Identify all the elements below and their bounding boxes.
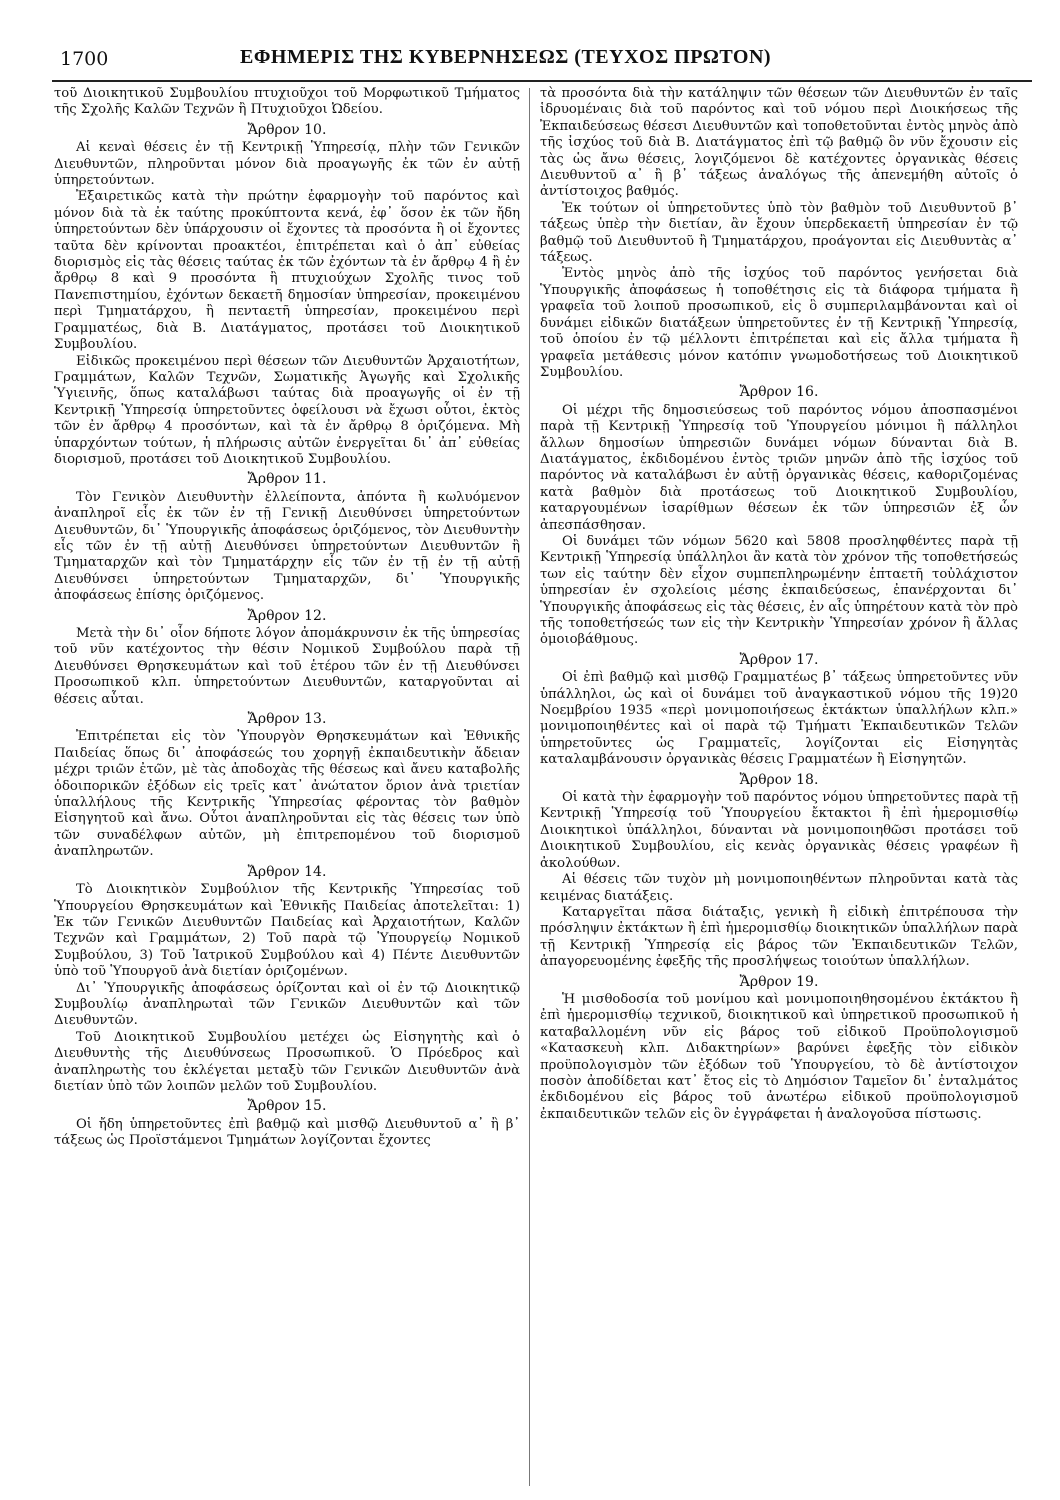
left-column xyxy=(54,86,520,1486)
paragraph: Ἐκ τούτων οἱ ὑπηρετοῦντες ὑπὸ τὸν βαθμὸν τοῦ Διευθυντοῦ β᾽ τάξεως ὑπὲρ τὴν διετίαν, ἂν ἔχουν ὑπερδεκαετῆ ὑπηρεσίαν ἐν τῷ βαθμῷ τοῦ Διευθυντοῦ ἢ Τμηματάρχου, προάγονται εἰς Διευθυντὰς α᾽ τάξεως. xyxy=(540,200,1018,266)
paragraph: Οἱ κατὰ τὴν ἐφαρμογὴν τοῦ παρόντος νόμου ὑπηρετοῦντες παρὰ τῇ Κεντρικῇ Ὑπηρεσίᾳ τοῦ Ὑπουργείου ἔκτακτοι ἢ ἐπὶ ἡμερομισθίῳ Διοικητικοὶ ὑπάλληλοι, δύνανται νὰ μονιμοποιηθῶσι προτάσει τοῦ Διοικητικοῦ Συμβουλίου, εἰς κενὰς ὀργανικὰς θέσεις γραφέων ἢ ἀκολούθων. xyxy=(540,790,1018,871)
paragraph: Δι᾽ Ὑπουργικῆς ἀποφάσεως ὁρίζονται καὶ οἱ ἐν τῷ Διοικητικῷ Συμβουλίῳ ἀναπληρωταὶ τῶν Γενικῶν Διευθυντῶν καὶ τῶν Διευθυντῶν. xyxy=(54,980,520,1029)
paragraph: Αἱ θέσεις τῶν τυχὸν μὴ μονιμοποιηθέντων πληροῦνται κατὰ τὰς κειμένας διατάξεις. xyxy=(540,872,1018,904)
paragraph: Μετὰ τὴν δι᾽ οἷον δήποτε λόγον ἀπομάκρυνσιν ἐκ τῆς ὑπηρεσίας τοῦ νῦν κατέχοντος τὴν θέσιν Νομικοῦ Συμβούλου παρὰ τῇ Διευθύνσει Θρησκευμάτων καὶ τοῦ ἑτέρου τῶν ἐν τῇ Διευθύνσει Προσωπικοῦ κλπ. ὑπηρετούντων Διευθυντῶν, καταργοῦνται αἱ θέσεις αὗται. xyxy=(54,626,520,707)
paragraph: Ἐξαιρετικῶς κατὰ τὴν πρώτην ἐφαρμογὴν τοῦ παρόντος καὶ μόνον διὰ τὰ ἐκ ταύτης προκύπτοντα κενά, ἐφ᾽ ὅσον ἐκ τῶν ἤδη ὑπηρετούντων δὲν ὑπάρχουσιν οἱ ἔχοντες τὰ προσόντα ἢ οἱ ἔχοντες ταῦτα δὲν κρίνονται προακτέοι, ἐπιτρέπεται καὶ ὁ ἀπ᾽ εὐθείας διορισμὸς εἰς τὰς θέσεις ταύτας ἐκ τῶν ἐχόντων τὰ ἐν ἄρθρῳ 4 ἢ ἐν ἄρθρῳ 8 καὶ 9 προσόντα ἢ πτυχιούχων Σχολῆς τινος τοῦ Πανεπιστημίου, ἐχόντων δεκαετῆ δημοσίαν ὑπηρεσίαν, προκειμένου περὶ Τμηματάρχου, ἢ πενταετῆ ὑπηρεσίαν, προκειμένου περὶ Γραμματέως, διὰ Β. Διατάγματος, προτάσει τοῦ Διοικητικοῦ Συμβουλίου. xyxy=(54,189,520,353)
article-heading-14: Ἄρθρον 14. xyxy=(247,863,327,880)
right-column xyxy=(540,86,1018,1486)
article-heading-19: Ἄρθρον 19. xyxy=(739,973,819,990)
paragraph: Οἱ μέχρι τῆς δημοσιεύσεως τοῦ παρόντος νόμου ἀποσπασμένοι παρὰ τῇ Κεντρικῇ Ὑπηρεσίᾳ τοῦ Ὑπουργείου μόνιμοι ἢ πάλληλοι ἄλλων δημοσίων ὑπηρεσιῶν δυνάμει νόμων δύνανται διὰ Β. Διατάγματος, ἐκδιδομένου ἐντὸς τριῶν μηνῶν ἀπὸ τῆς ἰσχύος τοῦ παρόντος νὰ καταλάβωσι ἐν αὐτῇ ὀργανικὰς θέσεις, καθοριζομένας κατὰ βαθμὸν διὰ προτάσεως τοῦ Διοικητικοῦ Συμβουλίου, καταργουμένων ἰσαρίθμων θέσεων ἐκ τῶν ὑπηρεσιῶν ἐξ ὧν ἀπεσπάσθησαν. xyxy=(540,402,1018,533)
article-heading-18: Ἄρθρον 18. xyxy=(739,771,819,788)
article-heading-13: Ἄρθρον 13. xyxy=(247,711,327,728)
paragraph: τὰ προσόντα διὰ τὴν κατάληψιν τῶν θέσεων τῶν Διευθυντῶν ἐν ταῖς ἱδρυομέναις διὰ τοῦ παρόντος καὶ τοῦ νόμου περὶ Διοικήσεως τῆς Ἐκπαιδεύσεως θέσεσι Διευθυντῶν καὶ τοποθετοῦνται ἐντὸς μηνὸς ἀπὸ τῆς ἰσχύος τοῦ διὰ Β. Διατάγματος ἐπὶ τῷ βαθμῷ ὃν νῦν ἔχουσιν εἰς τὰς ὡς ἄνω θέσεις, λογιζόμενοι δὲ κατέχοντες ὀργανικὰς θέσεις Διευθυντοῦ α᾽ ἢ β᾽ τάξεως ἀναλόγως τῆς ἀπενεμήθη αὐτοῖς ὁ ἀντίστοιχος βαθμός. xyxy=(540,86,1018,200)
paragraph: Εἰδικῶς προκειμένου περὶ θέσεων τῶν Διευθυντῶν Ἀρχαιοτήτων, Γραμμάτων, Καλῶν Τεχνῶν, Σωματικῆς Ἀγωγῆς καὶ Σχολικῆς Ὑγιεινῆς, ὅπως καταλάβωσι ταύτας διὰ προαγωγῆς οἱ ἐν τῇ Κεντρικῇ Ὑπηρεσίᾳ ὑπηρετοῦντες ὀφείλουσι νὰ ἔχωσι οὗτοι, ἐκτὸς τῶν ἐν ἄρθρῳ 4 προσόντων, καὶ τὰ ἐν ἄρθρῳ 8 ὁριζόμενα. Μὴ ὑπαρχόντων τούτων, ἡ πλήρωσις αὐτῶν ἐνεργεῖται δι᾽ ἀπ᾽ εὐθείας διορισμοῦ, προτάσει τοῦ Διοικητικοῦ Συμβουλίου. xyxy=(54,353,520,467)
article-heading-15: Ἄρθρον 15. xyxy=(247,1098,327,1115)
article-heading-10: Ἄρθρον 10. xyxy=(247,121,327,138)
paragraph: Τὸ Διοικητικὸν Συμβούλιον τῆς Κεντρικῆς Ὑπηρεσίας τοῦ Ὑπουργείου Θρησκευμάτων καὶ Ἐθνικῆς Παιδείας ἀποτελεῖται: 1) Ἐκ τῶν Γενικῶν Διευθυντῶν Παιδείας καὶ Ἀρχαιοτήτων, Καλῶν Τεχνῶν καὶ Γραμμάτων, 2) Τοῦ παρὰ τῷ Ὑπουργείῳ Νομικοῦ Συμβούλου, 3) Τοῦ Ἰατρικοῦ Συμβούλου καὶ 4) Πέντε Διευθυντῶν ὑπὸ τοῦ Ὑπουργοῦ ἀνὰ διετίαν ὁριζομένων. xyxy=(54,882,520,980)
paragraph: Τοῦ Διοικητικοῦ Συμβουλίου μετέχει ὡς Εἰσηγητὴς καὶ ὁ Διευθυντὴς τῆς Διευθύνσεως Προσωπικοῦ. Ὁ Πρόεδρος καὶ ἀναπληρωτὴς του ἐκλέγεται μεταξὺ τῶν Γενικῶν Διευθυντῶν ἀνὰ διετίαν ὑπὸ τῶν λοιπῶν μελῶν τοῦ Συμβουλίου. xyxy=(54,1029,520,1094)
article-heading-11: Ἄρθρον 11. xyxy=(247,471,327,488)
column-divider xyxy=(529,88,530,1486)
article-heading-16: Ἄρθρον 16. xyxy=(739,384,819,401)
paragraph: Ἐντὸς μηνὸς ἀπὸ τῆς ἰσχύος τοῦ παρόντος γενήσεται διὰ Ὑπουργικῆς ἀποφάσεως ἡ τοποθέτησις εἰς τὰ διάφορα τμήματα ἢ γραφεῖα τοῦ λοιποῦ προσωπικοῦ, εἰς ὃ συμπεριλαμβάνονται καὶ οἱ δυνάμει εἰδικῶν διατάξεων ὑπηρετοῦντες ἐν τῇ Κεντρικῇ Ὑπηρεσίᾳ, τοῦ ὁποίου ἐν τῷ μέλλοντι ἐπιτρέπεται καὶ εἰς ἄλλα τμήματα ἢ γραφεῖα μετάθεσις μόνον κατόπιν γνωμοδοτήσεως τοῦ Διοικητικοῦ Συμβουλίου. xyxy=(540,266,1018,380)
paragraph: Ἡ μισθοδοσία τοῦ μονίμου καὶ μονιμοποιηθησομένου ἐκτάκτου ἢ ἐπὶ ἡμερομισθίῳ τεχνικοῦ, διοικητικοῦ καὶ ὑπηρετικοῦ προσωπικοῦ ἡ καταβαλλομένη νῦν εἰς βάρος τοῦ εἰδικοῦ Προϋπολογισμοῦ «Κατασκευὴ κλπ. Διδακτηρίων» βαρύνει ἐφεξῆς τὸν εἰδικὸν προϋπολογισμὸν τῶν ἐξόδων τοῦ Ὑπουργείου, τὸ δὲ ἀντίστοιχον ποσὸν ἀποδίδεται κατ᾽ ἔτος εἰς τὸ Δημόσιον Ταμεῖον δι᾽ ἐνταλμάτος ἐκδιδομένου εἰς βάρος τοῦ ἀνωτέρω εἰδικοῦ προϋπολογισμοῦ ἐκπαιδευτικῶν τελῶν εἰς ὃν ἐγγράφεται ἡ ἀναλογοῦσα πίστωσις. xyxy=(540,991,1018,1122)
paragraph: Οἱ ἤδη ὑπηρετοῦντες ἐπὶ βαθμῷ καὶ μισθῷ Διευθυντοῦ α᾽ ἢ β᾽ τάξεως ὡς Προϊστάμενοι Τμημάτων λογίζονται ἔχοντες xyxy=(54,1116,520,1149)
paragraph: Οἱ δυνάμει τῶν νόμων 5620 καὶ 5808 προσληφθέντες παρὰ τῇ Κεντρικῇ Ὑπηρεσίᾳ ὑπάλληλοι ἂν κατὰ τὸν χρόνον τῆς τοποθετήσεώς των εἰς ταύτην δὲν εἶχον συμπεπληρωμένην ἑπταετῆ τοὐλάχιστον ὑπηρεσίαν ἐν σχολείοις μέσης ἐκπαιδεύσεως, ἐπανέρχονται δι᾽ Ὑπουργικῆς ἀποφάσεως εἰς τὰς θέσεις, ἐν αἷς ὑπηρέτουν κατὰ τὸν πρὸ τῆς τοποθετήσεώς των εἰς τὴν Κεντρικὴν Ὑπηρεσίαν χρόνον ἢ ἄλλας ὁμοιοβάθμους. xyxy=(540,533,1018,648)
paragraph: Τὸν Γενικὸν Διευθυντὴν ἐλλείποντα, ἀπόντα ἢ κωλυόμενον ἀναπληροῖ εἷς ἐκ τῶν ἐν τῇ Γενικῇ Διευθύνσει ὑπηρετούντων Διευθυντῶν, δι᾽ Ὑπουργικῆς ἀποφάσεως ὁριζόμενος, τὸν Διευθυντὴν εἷς τῶν ἐν τῇ αὐτῇ Διευθύνσει ὑπηρετούντων Διευθυντῶν ἢ Τμηματαρχῶν καὶ τὸν Τμηματάρχην εἷς τῶν ἐν τῇ ἐν τῇ αὐτῇ Διευθύνσει ὑπηρετούντων Τμηματαρχῶν, δι᾽ Ὑπουργικῆς ἀποφάσεως ἐπίσης ὁριζόμενος. xyxy=(54,489,520,604)
article-heading-12: Ἄρθρον 12. xyxy=(247,607,327,624)
page-header xyxy=(40,44,1020,78)
paragraph: Αἱ κεναὶ θέσεις ἐν τῇ Κεντρικῇ Ὑπηρεσίᾳ, πλὴν τῶν Γενικῶν Διευθυντῶν, πληροῦνται μόνον διὰ προαγωγῆς ἐκ τῶν ἐν αὐτῇ ὑπηρετούντων. xyxy=(54,140,520,189)
paragraph: Καταργεῖται πᾶσα διάταξις, γενικὴ ἢ εἰδικὴ ἐπιτρέπουσα τὴν πρόσληψιν ἐκτάκτων ἢ ἐπὶ ἡμερομισθίῳ διοικητικῶν ὑπαλλήλων παρὰ τῇ Κεντρικῇ Ὑπηρεσίᾳ εἰς βάρος τῶν Ἐκπαιδευτικῶν Τελῶν, ἀπαγορευομένης ἐφεξῆς τῆς προσλήψεως τοιούτων ὑπαλλήλων. xyxy=(540,904,1018,970)
paragraph: Ἐπιτρέπεται εἰς τὸν Ὑπουργὸν Θρησκευμάτων καὶ Ἐθνικῆς Παιδείας ὅπως δι᾽ ἀποφάσεώς του χορηγῇ ἐκπαιδευτικὴν ἄδειαν μέχρι τριῶν ἐτῶν, μὲ τὰς ἀποδοχὰς τῆς θέσεως καὶ ἄνευ καταβολῆς ὁδοιπορικῶν ἐξόδων εἰς τρεῖς κατ᾽ ἀνώτατον ὅριον ἀνὰ τριετίαν ὑπαλλήλους τῆς Κεντρικῆς Ὑπηρεσίας φέροντας τὸν βαθμὸν Εἰσηγητοῦ καὶ ἄνω. Οὗτοι ἀναπληροῦνται εἰς τὰς θέσεις των ὑπὸ τῶν συναδέλφων αὐτῶν, μὴ ἐπιτρεπομένου τοῦ διορισμοῦ ἀναπληρωτῶν. xyxy=(54,729,520,860)
article-heading-17: Ἄρθρον 17. xyxy=(739,651,819,668)
paragraph: τοῦ Διοικητικοῦ Συμβουλίου πτυχιοῦχοι τοῦ Μορφωτικοῦ Τμήματος τῆς Σχολῆς Καλῶν Τεχνῶν ἢ Πτυχιοῦχοι Ὠδείου. xyxy=(54,86,520,118)
header-rule xyxy=(52,80,1032,82)
paragraph: Οἱ ἐπὶ βαθμῷ καὶ μισθῷ Γραμματέως β᾽ τάξεως ὑπηρετοῦντες νῦν ὑπάλληλοι, ὡς καὶ οἱ δυνάμει τοῦ ἀναγκαστικοῦ νόμου τῆς 19)20 Νοεμβρίου 1935 «περὶ μονιμοποιήσεως ἐκτάκτων ὑπαλλήλων κλπ.» μονιμοποιηθέντες καὶ οἱ παρὰ τῷ Τμήματι Ἐκπαιδευτικῶν Τελῶν ὑπηρετοῦντες ὡς Γραμματεῖς, λογίζονται εἰς Εἰσηγητὰς καταλαμβάνουσιν ὀργανικὰς θέσεις Γραμματέων ἢ Εἰσηγητῶν. xyxy=(540,670,1018,768)
header-title: ΕΦΗΜΕΡΙΣ ΤΗΣ ΚΥΒΕΡΝΗΣΕΩΣ (ΤΕΥΧΟΣ ΠΡΩΤΟΝ) xyxy=(240,46,772,68)
page-number: 1700 xyxy=(60,48,109,70)
